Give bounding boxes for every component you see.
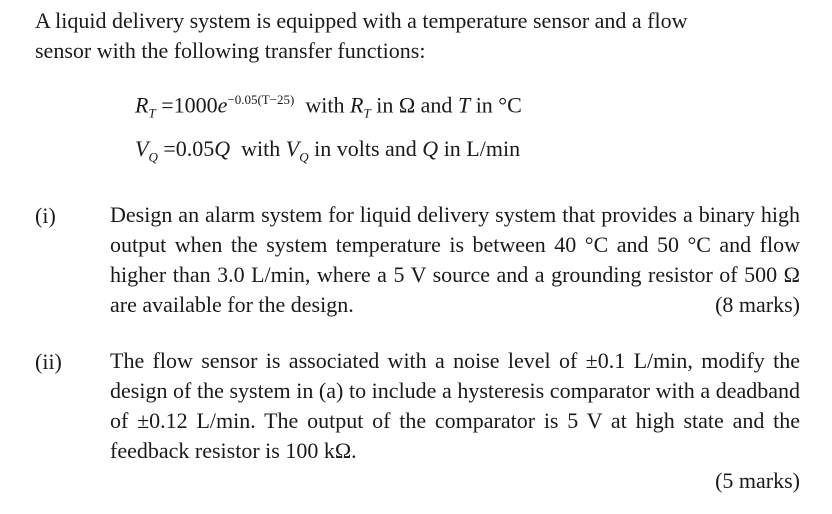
- eq2-desc-sym2: Q: [422, 136, 439, 161]
- eq2-lhs-symbol: V: [135, 136, 149, 161]
- eq2-desc-prefix: with: [241, 136, 286, 161]
- eq1-desc-mid: in Ω and: [370, 92, 458, 118]
- equation-flow-sensor: [135, 136, 520, 165]
- equation-temperature-sensor: [135, 92, 522, 122]
- intro-paragraph: [35, 6, 795, 66]
- intro-line-1: A liquid delivery system is equipped with a temperature sensor and a flow: [35, 8, 688, 33]
- eq2-rhs: =0.05: [163, 136, 215, 161]
- eq1-lhs-sub: T: [148, 105, 156, 121]
- intro-line-2: sensor with the following transfer functions:: [35, 38, 426, 63]
- eq1-lhs-symbol: R: [135, 92, 149, 118]
- eq1-rhs-base: e: [217, 92, 228, 118]
- question-2-number: (ii): [35, 349, 62, 374]
- eq1-desc-prefix: with: [305, 92, 351, 118]
- eq2-rhs-sym: Q: [214, 136, 231, 161]
- eq2-desc-sym1-sub: Q: [299, 149, 309, 165]
- eq1-rhs-exp: −0.05(T−25): [227, 92, 295, 107]
- question-2-text: The flow sensor is associated with a noise level of ±0.1 L/min, modify the design of the system in (a) to include a hysteresis comparator with a deadband of ±0.12 L/min. The output of the comparator is 5 V at high state and the feedback resistor is 100 kΩ.: [110, 348, 800, 463]
- question-1-text: Design an alarm system for liquid delivery system that provides a binary high output when the system temperature is between 40 °C and 50 °C and flow higher than 3.0 L/min, where a 5 V source and a grounding resistor of 500 Ω are available for the design.: [110, 202, 800, 317]
- eq2-lhs-sub: Q: [148, 149, 158, 165]
- eq1-desc-sym1-sub: T: [363, 105, 371, 121]
- eq1-desc-sym2: T: [457, 92, 471, 118]
- eq2-desc-sym1: V: [285, 136, 300, 161]
- eq2-desc-end: in L/min: [438, 136, 521, 161]
- question-1-number: (i): [35, 203, 56, 228]
- eq2-desc-mid: in volts and: [308, 136, 423, 161]
- question-2-marks: (5 marks): [715, 468, 800, 493]
- eq1-desc-end: in °C: [470, 92, 522, 118]
- question-1-body: [110, 200, 800, 320]
- question-1-marks: (8 marks): [715, 292, 800, 317]
- eq1-rhs-coef: =1000: [161, 92, 218, 118]
- question-2-body: [110, 346, 800, 496]
- eq1-desc-sym1: R: [350, 92, 364, 118]
